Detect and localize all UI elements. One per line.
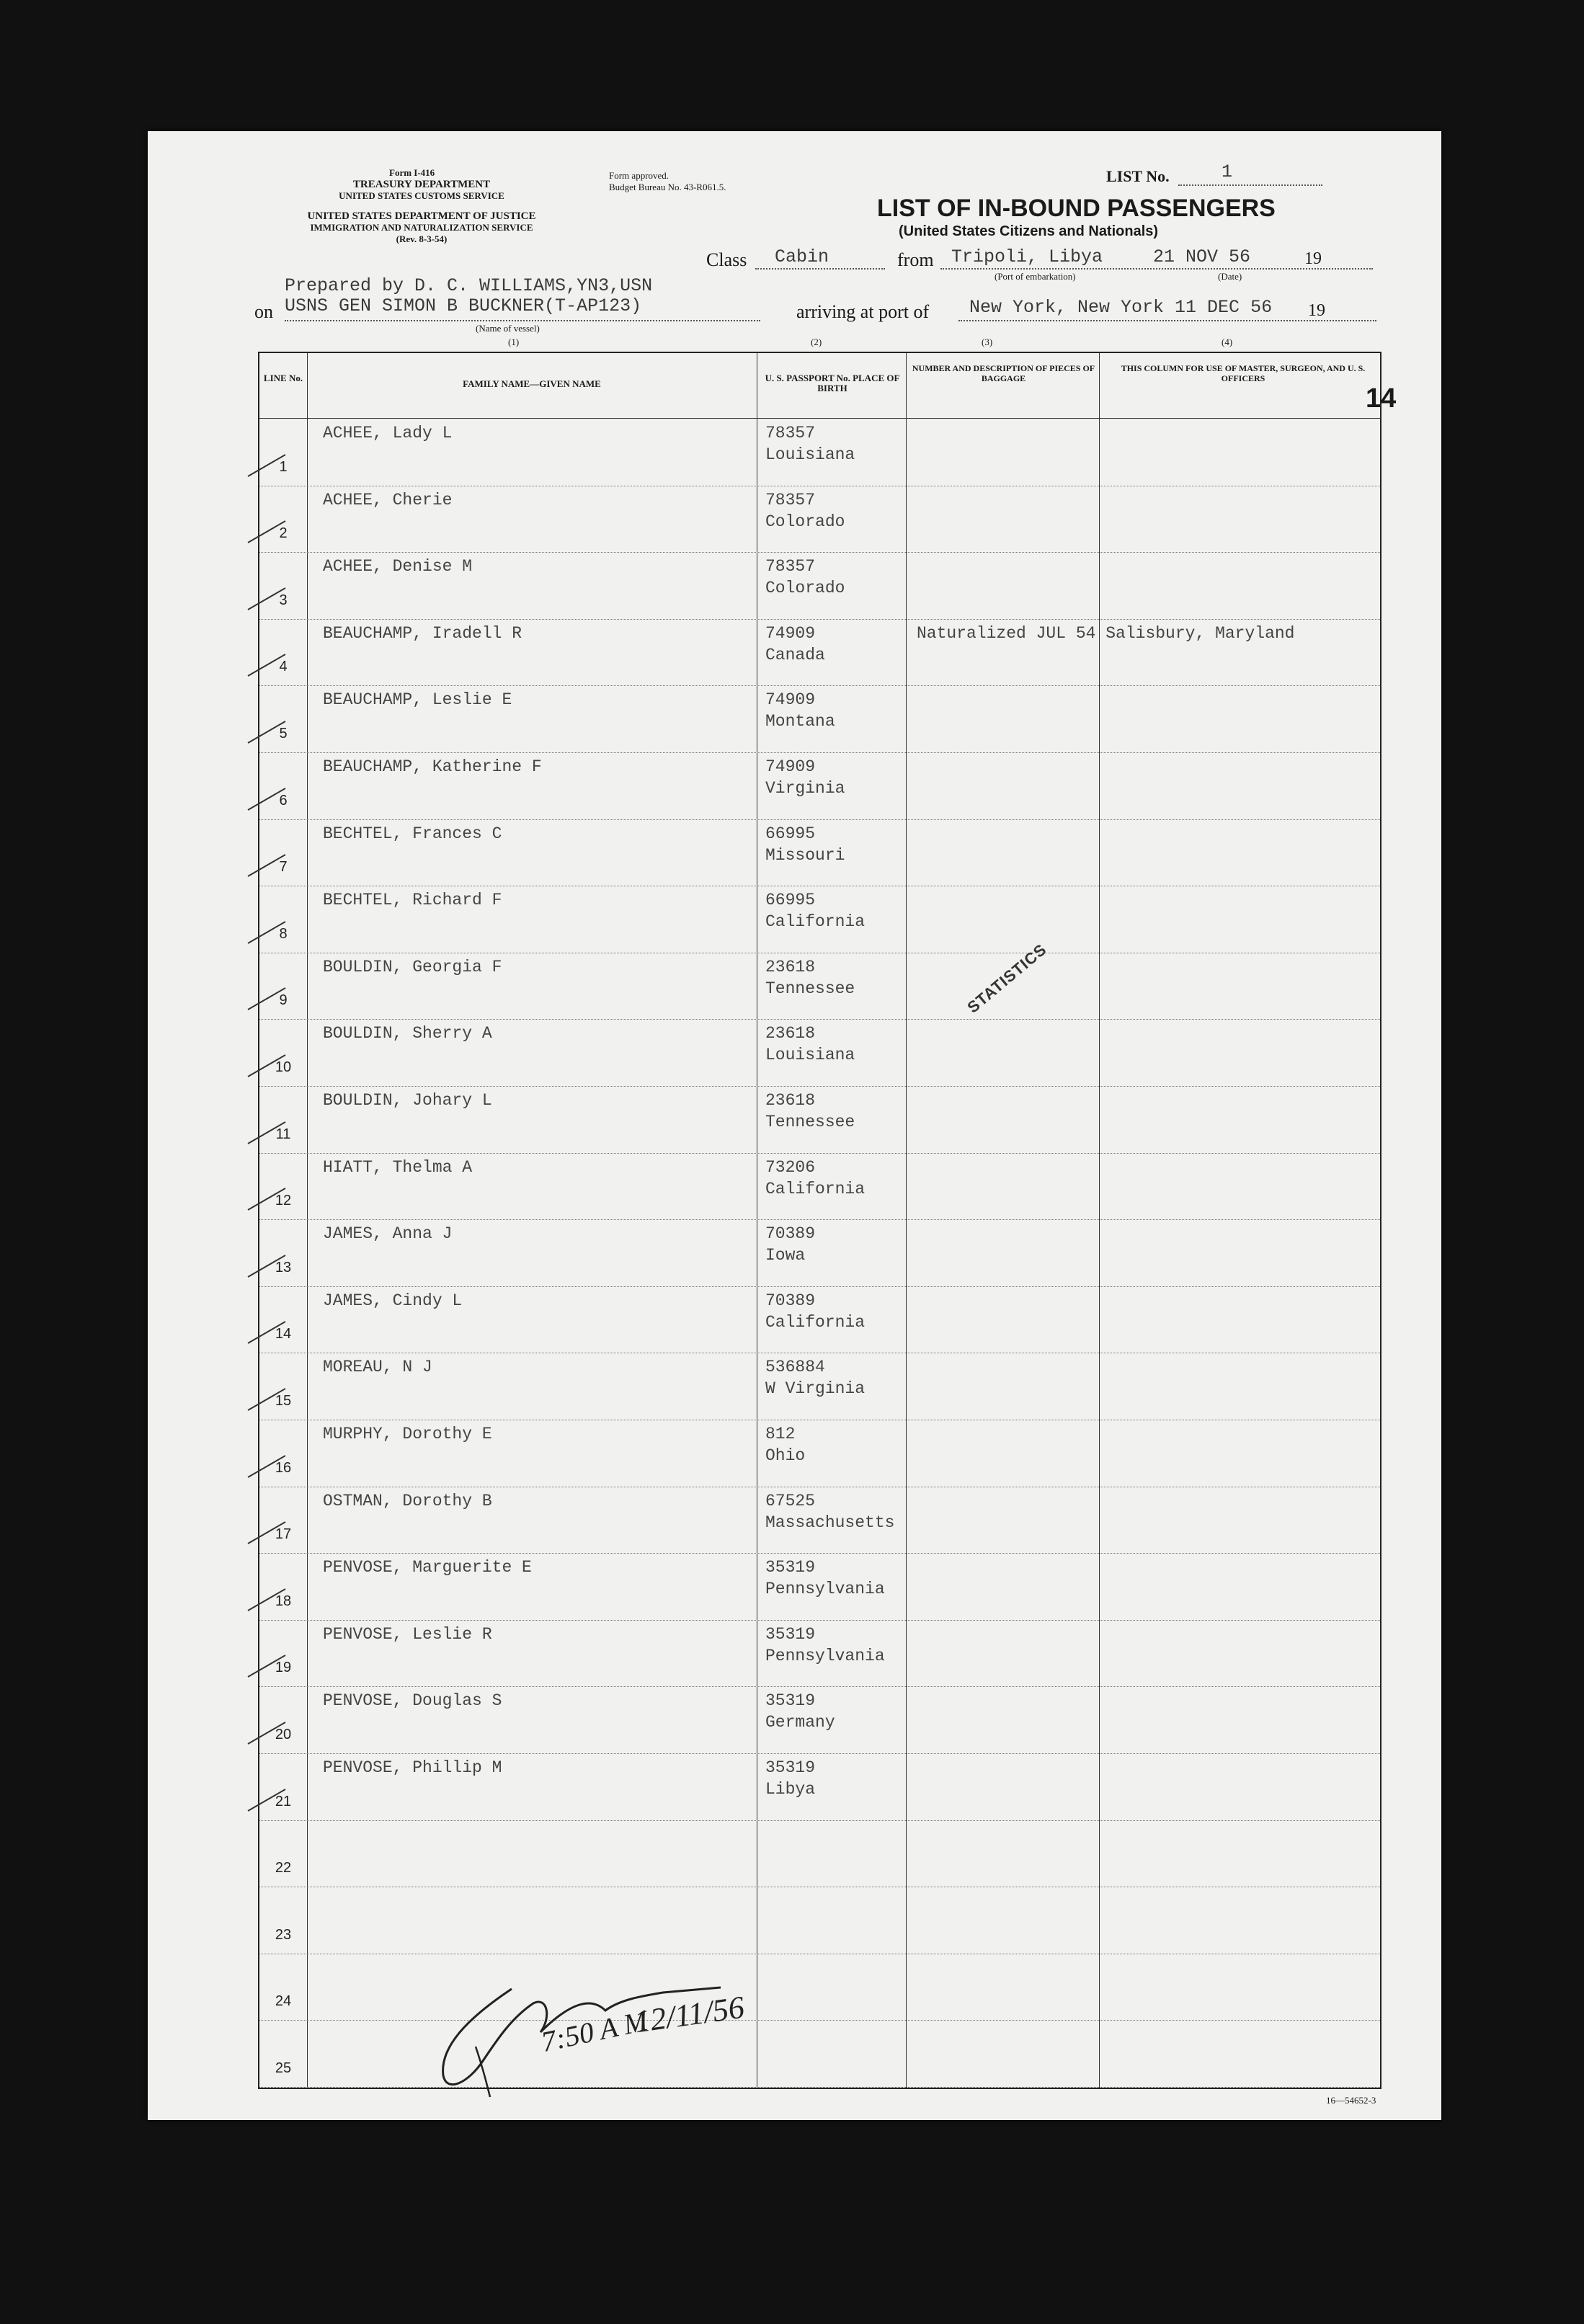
- ins-service: IMMIGRATION AND NATURALIZATION SERVICE: [310, 222, 533, 233]
- place-of-birth: Massachusetts: [765, 1513, 895, 1532]
- table-row: [259, 686, 1380, 753]
- budget-bureau: Budget Bureau No. 43-R061.5.: [609, 182, 726, 192]
- header-name: FAMILY NAME—GIVEN NAME: [463, 378, 601, 389]
- passport-number: 78357: [765, 424, 816, 442]
- passport-number: 35319: [765, 1691, 816, 1711]
- passport-number: 35319: [765, 1624, 816, 1644]
- header-passport: U. S. PASSPORT No. PLACE OF BIRTH: [765, 373, 900, 393]
- line-number: 18: [275, 1593, 292, 1609]
- passenger-name: BECHTEL, Richard F: [323, 891, 502, 910]
- line-number: 24: [275, 1993, 292, 2010]
- line-number: 22: [275, 1860, 292, 1876]
- col3-number: (3): [982, 337, 993, 347]
- col1-number: (1): [508, 337, 520, 347]
- on-label: on: [254, 301, 273, 322]
- form-approved: Form approved.: [609, 170, 669, 181]
- table-row: [259, 1887, 1380, 1954]
- list-no-value: 1: [1222, 161, 1233, 182]
- passenger-name: BEAUCHAMP, Leslie E: [323, 690, 512, 710]
- form-subtitle: (United States Citizens and Nationals): [899, 223, 1159, 239]
- line-number: 13: [275, 1259, 292, 1275]
- line-number: 2: [279, 525, 288, 542]
- form-title: LIST OF IN-BOUND PASSENGERS: [877, 195, 1276, 222]
- passport-number: 70389: [765, 1224, 816, 1244]
- class-line: [755, 268, 885, 270]
- from-value: Tripoli, Libya: [951, 246, 1103, 267]
- place-of-birth: Virginia: [765, 779, 845, 798]
- passport-number: 66995: [765, 824, 816, 843]
- place-of-birth: Germany: [765, 1713, 835, 1732]
- prepared-by: Prepared by D. C. WILLIAMS,YN3,USN: [285, 275, 653, 296]
- place-of-birth: Montana: [765, 712, 835, 731]
- arriving-label: arriving at port of: [796, 301, 930, 322]
- page-number: 14: [1366, 383, 1397, 414]
- from-label: from: [897, 249, 934, 270]
- table-row: [259, 1020, 1380, 1087]
- handwritten-time: 7:50 A M: [538, 2003, 651, 2059]
- table-row: [259, 753, 1380, 820]
- header-line-no: LINE No.: [263, 373, 303, 383]
- table-row: [259, 1821, 1380, 1888]
- line-number: 23: [275, 1926, 292, 1943]
- place-of-birth: Tennessee: [765, 1113, 855, 1131]
- passenger-name: JAMES, Anna J: [323, 1224, 453, 1244]
- form-revision: (Rev. 8-3-54): [396, 233, 448, 244]
- handwritten-date: 12/11/56: [632, 1989, 747, 2040]
- class-label: Class: [706, 249, 747, 270]
- line-number: 25: [275, 2060, 292, 2076]
- place-of-birth: California: [765, 912, 866, 932]
- header-officers: THIS COLUMN FOR USE OF MASTER, SURGEON, AND U. S. OFFICERS: [1121, 363, 1366, 383]
- place-of-birth: Pennsylvania: [765, 1646, 885, 1665]
- manifest-page: [148, 131, 1441, 2120]
- line-number: 4: [279, 659, 288, 675]
- arrival-port: New York, New York 11 DEC 56: [969, 297, 1273, 318]
- passenger-name: PENVOSE, Douglas S: [323, 1691, 502, 1711]
- statistics-stamp: STATISTICS: [964, 940, 1050, 1017]
- table-row: [259, 1754, 1380, 1821]
- col4-number: (4): [1222, 337, 1233, 347]
- place-of-birth: W Virginia: [765, 1379, 866, 1399]
- table-row: [259, 620, 1380, 687]
- place-of-birth: Pennsylvania: [765, 1580, 885, 1599]
- passenger-name: JAMES, Cindy L: [323, 1291, 463, 1310]
- place-of-birth: California: [765, 1312, 866, 1332]
- passenger-name: PENVOSE, Leslie R: [323, 1624, 492, 1644]
- place-of-birth: Tennessee: [765, 979, 855, 998]
- line-number: 5: [279, 725, 288, 742]
- line-number: 17: [275, 1526, 292, 1543]
- passport-number: 35319: [765, 1758, 816, 1777]
- place-of-birth: Ohio: [765, 1446, 806, 1465]
- table-row: [259, 1687, 1380, 1754]
- table-row: [259, 1487, 1380, 1554]
- vessel-name: USNS GEN SIMON B BUCKNER(T-AP123): [285, 295, 642, 316]
- class-value: Cabin: [775, 246, 829, 267]
- passport-number: 23618: [765, 957, 816, 976]
- justice-dept: UNITED STATES DEPARTMENT OF JUSTICE: [307, 210, 536, 222]
- table-row: [259, 953, 1380, 1020]
- place-of-birth: Louisiana: [765, 445, 855, 464]
- table-row: [259, 1087, 1380, 1154]
- place-of-birth: Libya: [765, 1780, 816, 1799]
- footer-code: 16—54652-3: [1326, 2095, 1376, 2106]
- table-row: [259, 1154, 1380, 1221]
- line-number: 21: [275, 1793, 292, 1809]
- line-number: 10: [275, 1059, 292, 1075]
- header-baggage: NUMBER AND DESCRIPTION OF PIECES OF BAGGAGE: [912, 363, 1095, 383]
- passport-number: 74909: [765, 757, 816, 776]
- line-number: 14: [275, 1326, 292, 1343]
- date-caption: (Date): [1218, 271, 1242, 282]
- line-number: 1: [279, 458, 288, 475]
- line-number: 19: [275, 1660, 292, 1676]
- list-no-label: LIST No.: [1106, 167, 1170, 185]
- line-number: 11: [275, 1126, 291, 1142]
- passenger-name: BEAUCHAMP, Iradell R: [323, 623, 522, 643]
- passport-number: 70389: [765, 1291, 816, 1310]
- place-of-birth: Iowa: [765, 1246, 806, 1265]
- line-number: 9: [279, 992, 288, 1009]
- table-row: [259, 820, 1380, 887]
- passenger-table: [258, 352, 1381, 2089]
- passenger-name: ACHEE, Denise M: [323, 557, 473, 576]
- table-row: [259, 1220, 1380, 1287]
- line-number: 12: [275, 1193, 292, 1209]
- vessel-line: [285, 320, 760, 321]
- passenger-name: OSTMAN, Dorothy B: [323, 1491, 492, 1510]
- table-row: [259, 1287, 1380, 1354]
- list-no-line: [1178, 184, 1322, 186]
- from-date: 21 NOV 56: [1153, 246, 1251, 267]
- table-row: [259, 419, 1380, 486]
- naturalization-note: Naturalized JUL 54 Salisbury, Maryland: [917, 623, 1295, 643]
- passenger-name: MOREAU, N J: [323, 1358, 432, 1377]
- passport-number: 73206: [765, 1157, 816, 1177]
- table-row: [259, 1621, 1380, 1688]
- col2-number: (2): [811, 337, 822, 347]
- passport-number: 35319: [765, 1558, 816, 1577]
- table-row: [259, 553, 1380, 620]
- passenger-name: BOULDIN, Johary L: [323, 1091, 492, 1110]
- passport-number: 74909: [765, 690, 816, 710]
- passenger-name: BECHTEL, Frances C: [323, 824, 502, 843]
- line-number: 16: [275, 1459, 292, 1476]
- place-of-birth: Canada: [765, 645, 825, 664]
- year-1: 19: [1304, 249, 1322, 268]
- treasury-dept: TREASURY DEPARTMENT: [352, 179, 491, 190]
- table-row: [259, 486, 1380, 553]
- line-number: 8: [279, 925, 288, 942]
- passenger-name: HIATT, Thelma A: [323, 1157, 473, 1177]
- passenger-name: BOULDIN, Georgia F: [323, 957, 502, 976]
- passenger-name: MURPHY, Dorothy E: [323, 1425, 492, 1443]
- place-of-birth: California: [765, 1179, 866, 1198]
- passenger-name: BEAUCHAMP, Katherine F: [323, 757, 542, 776]
- passenger-name: PENVOSE, Phillip M: [323, 1758, 502, 1777]
- line-number: 3: [279, 592, 288, 608]
- table-row: [259, 1420, 1380, 1487]
- table-row: [259, 1554, 1380, 1621]
- passport-number: 23618: [765, 1024, 816, 1043]
- year-2: 19: [1308, 301, 1325, 320]
- line-number: 7: [279, 859, 288, 876]
- passport-number: 67525: [765, 1491, 816, 1510]
- passport-number: 74909: [765, 623, 816, 643]
- table-row: [259, 1353, 1380, 1420]
- vessel-caption: (Name of vessel): [476, 323, 540, 334]
- form-number: Form I-416: [389, 167, 435, 178]
- table-row: [259, 886, 1380, 953]
- line-number: 15: [275, 1392, 292, 1409]
- passport-number: 78357: [765, 490, 816, 509]
- passport-number: 78357: [765, 557, 816, 576]
- passenger-name: PENVOSE, Marguerite E: [323, 1558, 532, 1577]
- place-of-birth: Colorado: [765, 579, 845, 598]
- customs-service: UNITED STATES CUSTOMS SERVICE: [339, 190, 504, 201]
- passenger-name: ACHEE, Lady L: [323, 424, 453, 442]
- line-number: 20: [275, 1726, 292, 1742]
- place-of-birth: Colorado: [765, 512, 845, 531]
- passenger-name: BOULDIN, Sherry A: [323, 1024, 492, 1043]
- place-of-birth: Missouri: [765, 845, 845, 865]
- passport-number: 23618: [765, 1091, 816, 1110]
- place-of-birth: Louisiana: [765, 1046, 855, 1065]
- passport-number: 66995: [765, 891, 816, 910]
- line-number: 6: [279, 792, 288, 809]
- passport-number: 812: [765, 1425, 796, 1443]
- port-embark-caption: (Port of embarkation): [995, 271, 1076, 282]
- passenger-name: ACHEE, Cherie: [323, 490, 453, 509]
- passport-number: 536884: [765, 1358, 825, 1377]
